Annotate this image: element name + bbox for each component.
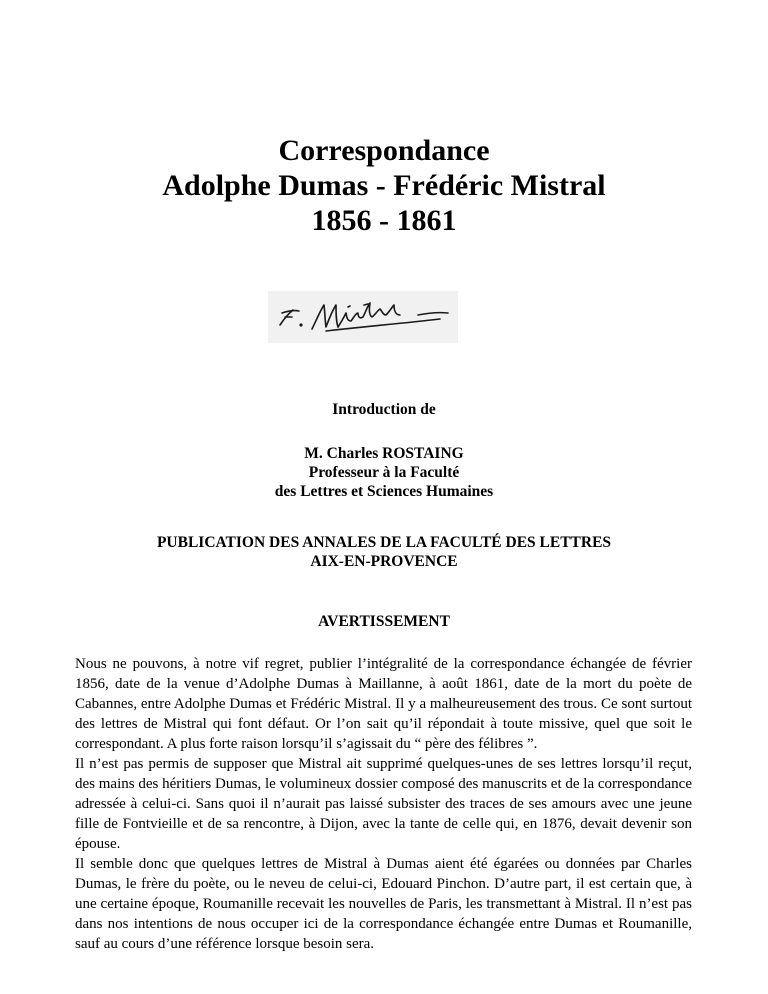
author-name: M. Charles ROSTAING	[304, 445, 464, 462]
mistral-signature-image	[268, 291, 458, 343]
paragraph: Nous ne pouvons, à notre vif regret, publier l’intégralité de la correspondance échangée de février 1856, date de la venue d’Adolphe Dumas à Maillanne, à août 1861, date de la mort du poète de Cabannes, entre Adolphe Dumas et Frédéric Mistral. Il y a malheureusement des trous. Ce sont surtout des lettres de Mistral qui font défaut. Or l’on sait qu’il répondait à toute missive, quel que soit le correspondant. A plus forte raison lorsqu’il s’agissait du “ père des félibres ”.	[75, 656, 692, 752]
body-text	[75, 654, 692, 954]
paragraph: Il semble donc que quelques lettres de Mistral à Dumas aient été égarées ou données par Charles Dumas, le frère du poète, ou le neveu de celui-ci, Edouard Pinchon. D’autre part, il est certain que, à une certaine époque, Roumanille recevait les nouvelles de Paris, les transmettant à Mistral. Il n’est pas dans nos intentions de nous occuper ici de la correspondance échangée entre Dumas et Roumanille, sauf au cours d’une référence lorsque besoin sera.	[75, 856, 692, 952]
author-faculty: des Lettres et Sciences Humaines	[274, 483, 494, 500]
introduction-label: Introduction de	[332, 401, 436, 418]
section-heading: AVERTISSEMENT	[318, 613, 450, 630]
title-line-3: 1856 - 1861	[311, 204, 457, 237]
publication-line-1: PUBLICATION DES ANNALES DE LA FACULTÉ DES LETTRES	[156, 534, 612, 551]
publication-block	[0, 533, 768, 571]
title-line-1: Correspondance	[278, 134, 490, 167]
title-line-2: Adolphe Dumas - Frédéric Mistral	[162, 169, 606, 202]
author-block	[0, 444, 768, 501]
document-title	[0, 133, 768, 238]
publication-line-2: AIX-EN-PROVENCE	[310, 553, 458, 570]
paragraph: Il n’est pas permis de supposer que Mistral ait supprimé quelques-unes de ses lettres lorsqu’il reçut, des mains des héritiers Dumas, le volumineux dossier composé des manuscrits et de la correspondance adressée à celui-ci. Sans quoi il n’aurait pas laissé subsister des traces de ses amours avec une jeune fille de Fontvieille et de sa rencontre, à Dijon, avec la tante de celle qui, en 1876, devait devenir son épouse.	[75, 756, 692, 852]
author-role: Professeur à la Faculté	[308, 464, 460, 481]
